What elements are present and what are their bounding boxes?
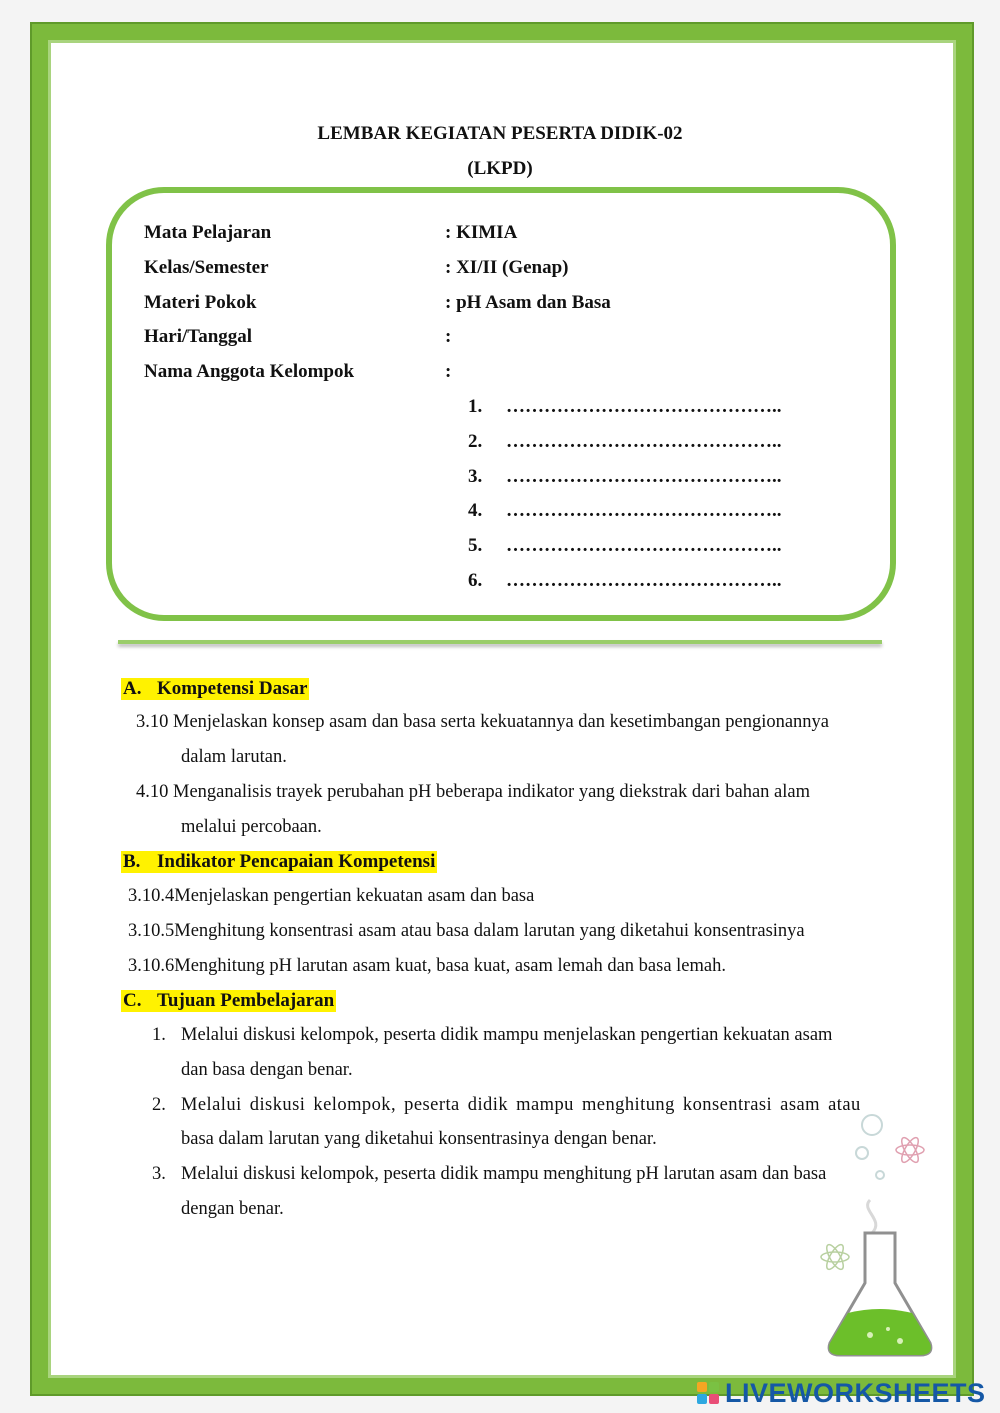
member-number: 5. bbox=[468, 535, 483, 556]
member-field[interactable] bbox=[468, 396, 782, 418]
info-value-date[interactable]: : bbox=[445, 326, 452, 347]
kd-item bbox=[136, 712, 829, 733]
goal-item bbox=[152, 1095, 861, 1116]
document-title: LEMBAR KEGIATAN PESERTA DIDIK-02 bbox=[317, 123, 683, 144]
atom-icon bbox=[896, 1135, 924, 1164]
goal-text: Melalui diskusi kelompok, peserta didik mampu menghitung konsentrasi asam atau bbox=[181, 1095, 861, 1115]
member-blank[interactable]: …………………………………….. bbox=[506, 466, 782, 487]
info-value-members: : bbox=[445, 361, 452, 382]
goal-item bbox=[152, 1164, 826, 1185]
goal-number: 1. bbox=[152, 1025, 166, 1045]
kd-code: 4.10 bbox=[136, 782, 169, 802]
goal-number: 3. bbox=[152, 1164, 166, 1184]
goal-text: Melalui diskusi kelompok, peserta didik mampu menghitung pH larutan asam dan basa bbox=[181, 1164, 827, 1184]
section-heading-b bbox=[121, 851, 437, 873]
section-letter: B. bbox=[123, 851, 141, 872]
goal-text-continued: basa dalam larutan yang diketahui konsentrasinya dengan benar. bbox=[181, 1129, 657, 1149]
info-label-topic: Materi Pokok bbox=[144, 292, 257, 313]
section-title: Tujuan Pembelajaran bbox=[157, 990, 335, 1011]
bubble-icon bbox=[876, 1171, 884, 1179]
info-value-subject[interactable]: : KIMIA bbox=[445, 222, 518, 243]
section-heading-a bbox=[121, 678, 309, 700]
indicator-code: 3.10.5 bbox=[128, 921, 175, 941]
indicator-code: 3.10.6 bbox=[128, 956, 175, 976]
indicator-item bbox=[128, 956, 726, 977]
goal-item bbox=[152, 1025, 832, 1046]
member-field[interactable] bbox=[468, 535, 782, 557]
member-blank[interactable]: …………………………………….. bbox=[506, 500, 782, 521]
section-title: Kompetensi Dasar bbox=[157, 678, 308, 699]
member-number: 1. bbox=[468, 396, 483, 417]
kd-text: Menjelaskan konsep asam dan basa serta kekuatannya dan kesetimbangan pengionannya bbox=[173, 712, 830, 732]
indicator-text: Menghitung konsentrasi asam atau basa dalam larutan yang diketahui konsentrasinya bbox=[174, 921, 805, 941]
goal-number: 2. bbox=[152, 1095, 166, 1115]
member-blank[interactable]: …………………………………….. bbox=[506, 535, 782, 556]
goal-text-continued: dan basa dengan benar. bbox=[181, 1060, 353, 1080]
info-label-class: Kelas/Semester bbox=[144, 257, 269, 278]
kd-text-continued: dalam larutan. bbox=[181, 747, 287, 767]
member-number: 2. bbox=[468, 431, 483, 452]
chemistry-flask-illustration bbox=[800, 1105, 970, 1375]
kd-text-continued: melalui percobaan. bbox=[181, 817, 322, 837]
kd-code: 3.10 bbox=[136, 712, 169, 732]
indicator-item bbox=[128, 921, 805, 942]
watermark-text: LIVEWORKSHEETS bbox=[725, 1377, 986, 1408]
kd-item bbox=[136, 782, 810, 803]
member-number: 3. bbox=[468, 466, 483, 487]
info-value-class[interactable]: : XI/II (Genap) bbox=[445, 257, 569, 278]
member-number: 4. bbox=[468, 500, 483, 521]
section-title: Indikator Pencapaian Kompetensi bbox=[157, 851, 436, 872]
liveworksheets-logo-icon bbox=[697, 1382, 719, 1404]
member-number: 6. bbox=[468, 570, 483, 591]
info-label-date: Hari/Tanggal bbox=[144, 326, 253, 347]
member-field[interactable] bbox=[468, 431, 782, 453]
member-blank[interactable]: …………………………………….. bbox=[506, 396, 782, 417]
indicator-text: Menjelaskan pengertian kekuatan asam dan basa bbox=[174, 886, 535, 906]
goal-text-continued: dengan benar. bbox=[181, 1199, 284, 1219]
document-subtitle: (LKPD) bbox=[467, 158, 533, 179]
member-blank[interactable]: …………………………………….. bbox=[506, 570, 782, 591]
vapor-swirl bbox=[868, 1200, 876, 1233]
section-letter: A. bbox=[123, 678, 142, 699]
info-label-members: Nama Anggota Kelompok bbox=[144, 361, 355, 382]
bubble-icon bbox=[856, 1147, 868, 1159]
section-divider bbox=[118, 640, 882, 644]
indicator-item bbox=[128, 886, 534, 907]
indicator-code: 3.10.4 bbox=[128, 886, 175, 906]
info-value-topic[interactable]: : pH Asam dan Basa bbox=[445, 292, 611, 313]
info-label-subject: Mata Pelajaran bbox=[144, 222, 272, 243]
member-blank[interactable]: …………………………………….. bbox=[506, 431, 782, 452]
member-field[interactable] bbox=[468, 570, 782, 592]
indicator-text: Menghitung pH larutan asam kuat, basa kuat, asam lemah dan basa lemah. bbox=[174, 956, 726, 976]
atom-icon bbox=[821, 1242, 849, 1271]
section-heading-c bbox=[121, 990, 336, 1012]
member-field[interactable] bbox=[468, 466, 782, 488]
bubble-icon bbox=[862, 1115, 882, 1135]
kd-text: Menganalisis trayek perubahan pH beberapa indikator yang diekstrak dari bahan alam bbox=[173, 782, 810, 802]
goal-text: Melalui diskusi kelompok, peserta didik mampu menjelaskan pengertian kekuatan asam bbox=[181, 1025, 833, 1045]
member-field[interactable] bbox=[468, 500, 782, 522]
liveworksheets-watermark bbox=[697, 1378, 986, 1408]
section-letter: C. bbox=[123, 990, 142, 1011]
